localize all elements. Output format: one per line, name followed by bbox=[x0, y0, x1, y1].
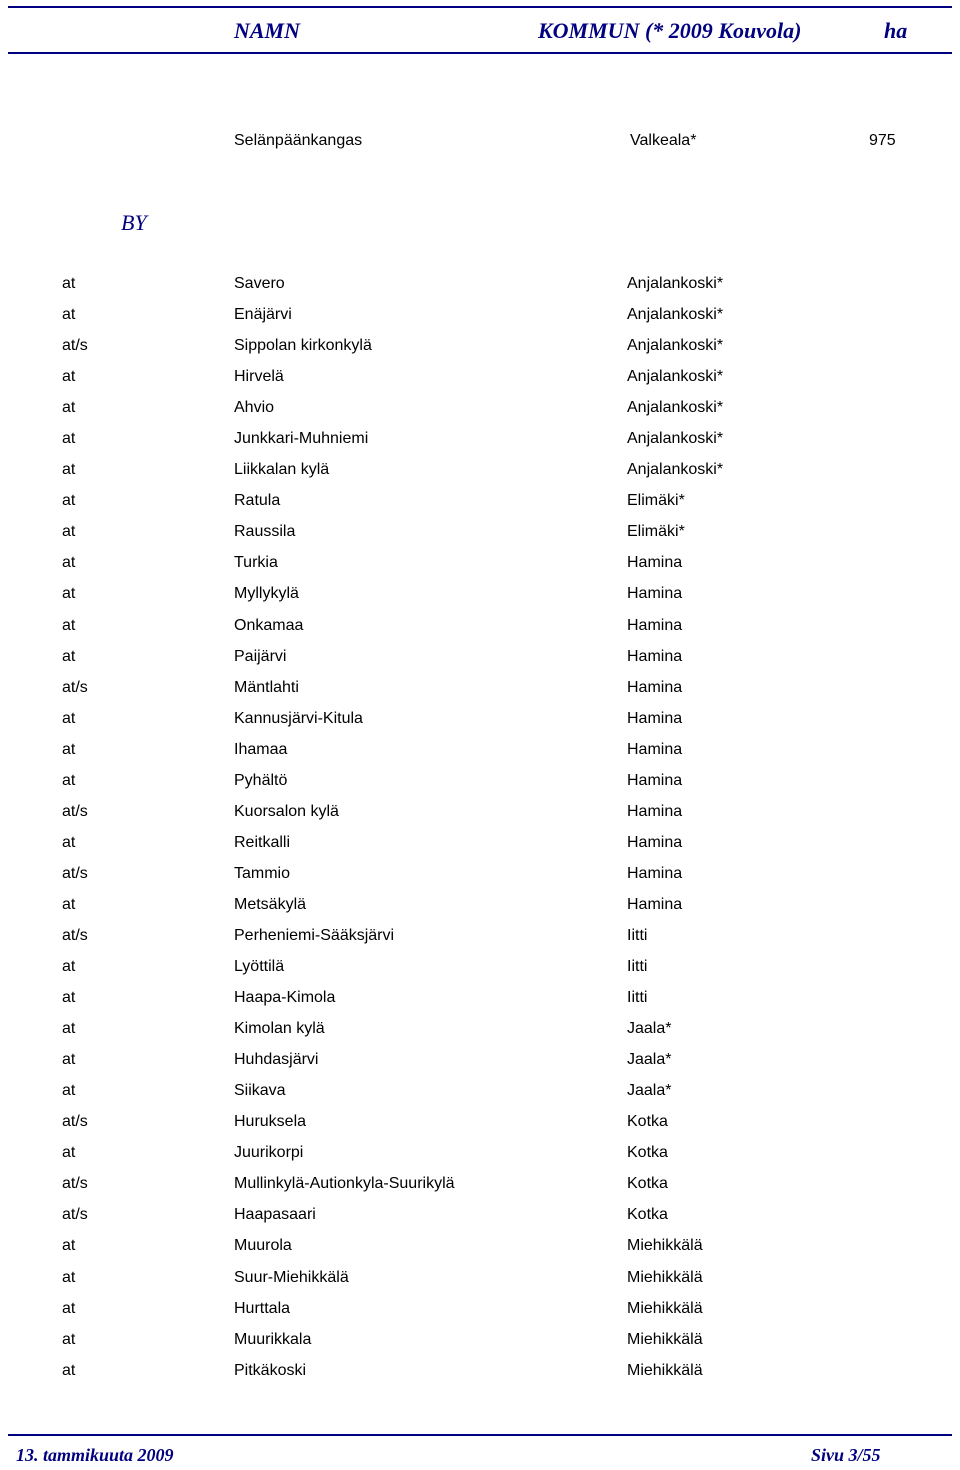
row-type: at bbox=[62, 399, 76, 417]
row-type: at bbox=[62, 430, 76, 448]
row-name: Siikava bbox=[234, 1082, 286, 1100]
row-type: at bbox=[62, 616, 76, 634]
row-type: at/s bbox=[62, 678, 88, 696]
row-kommun: Anjalankoski* bbox=[627, 461, 724, 479]
row-type: at bbox=[62, 275, 76, 292]
row-name: Huhdasjärvi bbox=[234, 1051, 319, 1069]
row-kommun: Hamina bbox=[627, 678, 683, 696]
page-footer bbox=[8, 1434, 952, 1470]
row-kommun: Hamina bbox=[627, 802, 683, 820]
row-name: Ihamaa bbox=[234, 740, 288, 758]
intro-name: Selänpäänkangas bbox=[234, 132, 363, 149]
row-name: Mullinkylä-Autionkyla-Suurikylä bbox=[234, 1175, 455, 1193]
row-type: at/s bbox=[62, 1175, 88, 1193]
list-item bbox=[0, 987, 960, 1018]
row-type: at bbox=[62, 1299, 76, 1317]
row-name: Juurikorpi bbox=[234, 1144, 304, 1162]
row-name: Lyöttilä bbox=[234, 958, 285, 976]
row-type: at/s bbox=[62, 802, 88, 820]
list-item bbox=[0, 708, 960, 739]
row-name: Onkamaa bbox=[234, 616, 304, 634]
row-name: Mäntlahti bbox=[234, 678, 299, 696]
row-name: Perheniemi-Sääksjärvi bbox=[234, 926, 395, 944]
row-type: at bbox=[62, 554, 76, 572]
row-kommun: Hamina bbox=[627, 740, 683, 758]
row-name: Liikkalan kylä bbox=[234, 461, 330, 479]
village-list bbox=[0, 273, 960, 1391]
row-type: at/s bbox=[62, 337, 88, 355]
row-name: Huruksela bbox=[234, 1113, 307, 1131]
row-kommun: Hamina bbox=[627, 709, 683, 727]
row-name: Muurikkala bbox=[234, 1330, 312, 1348]
row-name: Kuorsalon kylä bbox=[234, 802, 339, 820]
list-item bbox=[0, 615, 960, 646]
row-kommun: Jaala* bbox=[627, 1051, 672, 1069]
list-item bbox=[0, 1049, 960, 1080]
row-kommun: Miehikkälä bbox=[627, 1237, 703, 1255]
row-type: at bbox=[62, 523, 76, 541]
row-type: at/s bbox=[62, 1206, 88, 1224]
header-col-ha: ha bbox=[884, 18, 908, 43]
list-item bbox=[0, 366, 960, 397]
row-type: at bbox=[62, 958, 76, 976]
row-name: Kimolan kylä bbox=[234, 1020, 325, 1038]
list-item bbox=[0, 1360, 960, 1391]
row-kommun: Hamina bbox=[627, 864, 683, 882]
row-type: at bbox=[62, 1082, 76, 1100]
row-kommun: Anjalankoski* bbox=[627, 306, 724, 324]
list-item bbox=[0, 770, 960, 801]
row-type: at bbox=[62, 740, 76, 758]
row-kommun: Hamina bbox=[627, 833, 683, 851]
row-name: Savero bbox=[234, 275, 285, 292]
row-name: Tammio bbox=[234, 864, 291, 882]
list-item bbox=[0, 677, 960, 708]
page-header bbox=[8, 6, 952, 54]
row-name: Suur-Miehikkälä bbox=[234, 1268, 349, 1286]
row-kommun: Anjalankoski* bbox=[627, 430, 724, 448]
row-kommun: Iitti bbox=[627, 989, 648, 1007]
list-item bbox=[0, 1018, 960, 1049]
row-kommun: Hamina bbox=[627, 616, 683, 634]
footer-date: 13. tammikuuta 2009 bbox=[16, 1445, 174, 1465]
intro-ha: 975 bbox=[869, 132, 896, 149]
row-kommun: Hamina bbox=[627, 771, 683, 789]
row-type: at bbox=[62, 895, 76, 913]
list-item bbox=[0, 739, 960, 770]
row-type: at bbox=[62, 709, 76, 727]
list-item bbox=[0, 863, 960, 894]
list-item bbox=[0, 428, 960, 459]
row-kommun: Kotka bbox=[627, 1206, 668, 1224]
row-name: Kannusjärvi-Kitula bbox=[234, 709, 363, 727]
row-kommun: Kotka bbox=[627, 1144, 668, 1162]
row-kommun: Iitti bbox=[627, 958, 648, 976]
row-kommun: Miehikkälä bbox=[627, 1268, 703, 1286]
list-item bbox=[0, 1142, 960, 1173]
list-item bbox=[0, 304, 960, 335]
header-col-namn: NAMN bbox=[234, 18, 301, 43]
row-kommun: Elimäki* bbox=[627, 492, 685, 510]
row-type: at bbox=[62, 1144, 76, 1162]
row-type: at bbox=[62, 1051, 76, 1069]
row-name: Ahvio bbox=[234, 399, 275, 417]
list-item bbox=[0, 397, 960, 428]
list-item bbox=[0, 1329, 960, 1360]
list-item bbox=[0, 490, 960, 521]
list-item bbox=[0, 1111, 960, 1142]
list-item bbox=[0, 273, 960, 304]
row-kommun: Elimäki* bbox=[627, 523, 685, 541]
row-kommun: Miehikkälä bbox=[627, 1361, 703, 1379]
list-item bbox=[0, 832, 960, 863]
row-name: Pitkäkoski bbox=[234, 1361, 307, 1379]
row-name: Hirvelä bbox=[234, 368, 284, 386]
row-type: at bbox=[62, 833, 76, 851]
row-name: Pyhältö bbox=[234, 771, 288, 789]
row-type: at bbox=[62, 1237, 76, 1255]
row-type: at bbox=[62, 771, 76, 789]
list-item bbox=[0, 1204, 960, 1235]
row-kommun: Kotka bbox=[627, 1113, 668, 1131]
row-kommun: Hamina bbox=[627, 647, 683, 665]
list-item bbox=[0, 956, 960, 987]
list-item bbox=[0, 459, 960, 490]
row-name: Raussila bbox=[234, 523, 296, 541]
row-name: Haapasaari bbox=[234, 1206, 316, 1224]
list-item bbox=[0, 1267, 960, 1298]
row-kommun: Hamina bbox=[627, 585, 683, 603]
row-kommun: Anjalankoski* bbox=[627, 399, 724, 417]
row-name: Myllykylä bbox=[234, 585, 299, 603]
row-type: at bbox=[62, 989, 76, 1007]
list-item bbox=[0, 335, 960, 366]
row-name: Hurttala bbox=[234, 1299, 291, 1317]
list-item bbox=[0, 646, 960, 677]
row-name: Turkia bbox=[234, 554, 278, 572]
footer-page-number: Sivu 3/55 bbox=[811, 1445, 881, 1465]
row-kommun: Kotka bbox=[627, 1175, 668, 1193]
row-kommun: Miehikkälä bbox=[627, 1330, 703, 1348]
row-type: at bbox=[62, 647, 76, 665]
intro-kommun: Valkeala* bbox=[630, 132, 697, 149]
row-name: Sippolan kirkonkylä bbox=[234, 337, 372, 355]
list-item bbox=[0, 1080, 960, 1111]
list-item bbox=[0, 894, 960, 925]
row-type: at bbox=[62, 306, 76, 324]
row-type: at/s bbox=[62, 864, 88, 882]
row-name: Haapa-Kimola bbox=[234, 989, 336, 1007]
row-kommun: Iitti bbox=[627, 926, 648, 944]
row-kommun: Anjalankoski* bbox=[627, 337, 724, 355]
row-kommun: Jaala* bbox=[627, 1082, 672, 1100]
list-item bbox=[0, 1298, 960, 1329]
row-type: at bbox=[62, 461, 76, 479]
row-type: at/s bbox=[62, 926, 88, 944]
section-title: BY bbox=[121, 210, 147, 235]
header-col-kommun: KOMMUN (* 2009 Kouvola) bbox=[538, 18, 802, 43]
row-kommun: Jaala* bbox=[627, 1020, 672, 1038]
row-type: at bbox=[62, 368, 76, 386]
row-kommun: Hamina bbox=[627, 554, 683, 572]
list-item bbox=[0, 521, 960, 552]
row-kommun: Hamina bbox=[627, 895, 683, 913]
row-name: Muurola bbox=[234, 1237, 292, 1255]
row-name: Ratula bbox=[234, 492, 281, 510]
list-item bbox=[0, 583, 960, 614]
row-name: Reitkalli bbox=[234, 833, 291, 851]
row-kommun: Miehikkälä bbox=[627, 1299, 703, 1317]
row-type: at bbox=[62, 1020, 76, 1038]
list-item bbox=[0, 925, 960, 956]
row-kommun: Anjalankoski* bbox=[627, 275, 724, 292]
list-item bbox=[0, 552, 960, 583]
row-name: Junkkari-Muhniemi bbox=[234, 430, 369, 448]
row-type: at bbox=[62, 1330, 76, 1348]
row-name: Paijärvi bbox=[234, 647, 287, 665]
list-item bbox=[0, 1235, 960, 1266]
row-type: at/s bbox=[62, 1113, 88, 1131]
row-type: at bbox=[62, 1268, 76, 1286]
row-kommun: Anjalankoski* bbox=[627, 368, 724, 386]
row-type: at bbox=[62, 492, 76, 510]
row-type: at bbox=[62, 585, 76, 603]
row-name: Enäjärvi bbox=[234, 306, 292, 324]
list-item bbox=[0, 1173, 960, 1204]
list-item bbox=[0, 801, 960, 832]
row-name: Metsäkylä bbox=[234, 895, 307, 913]
row-type: at bbox=[62, 1361, 76, 1379]
